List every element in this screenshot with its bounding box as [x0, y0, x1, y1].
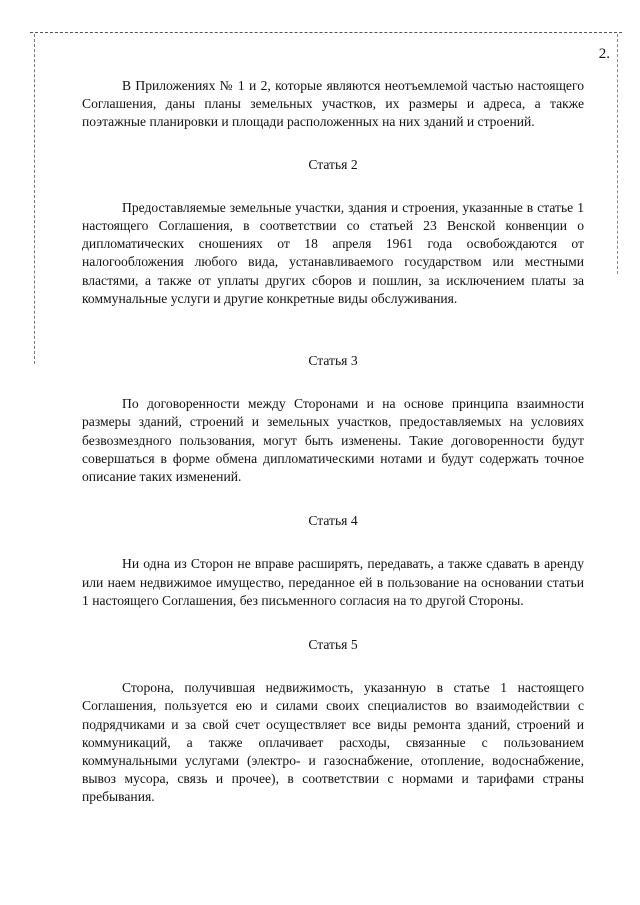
- scan-left-border: [34, 34, 35, 364]
- paragraph-article-3: По договоренности между Сторонами и на основе принципа взаимности размеры зданий, строений и земельных участков, предоставляемых на условиях безвозмездного пользования, могут быть изменены. Такие договоренности будут совершаться в форме обмена дипломатическими нотами и будут содержать точное описание таких изменений.: [82, 396, 584, 485]
- document-body: [82, 77, 584, 807]
- heading-article-2: Статья 2: [308, 156, 358, 172]
- paragraph-article-4: Ни одна из Сторон не вправе расширять, передавать, а также сдавать в аренду или наем недвижимое имущество, переданное ей в пользование на основании статьи 1 настоящего Соглашения, без письменного согласия на то другой Стороны.: [82, 556, 584, 608]
- paragraph-article-2: Предоставляемые земельные участки, здания и строения, указанные в статье 1 настоящего Соглашения, в соответствии со статьей 23 Венской конвенции о дипломатических сношениях от 18 апреля 1961 года освобождаются от налогообложения любого вида, устанавливаемого государством или местными властями, а также от уплаты других сборов и пошлин, за исключением платы за коммунальные услуги и другие конкретные виды обслуживания.: [82, 199, 584, 306]
- heading-article-5: Статья 5: [308, 637, 358, 653]
- page-number: 2.: [598, 46, 610, 62]
- paragraph-appendices: В Приложениях № 1 и 2, которые являются неотъемлемой частью настоящего Соглашения, даны планы земельных участков, их размеры и адреса, а также поэтажные планировки и площади расположенных на них зданий и строений.: [82, 78, 584, 130]
- scan-top-border: [30, 32, 622, 33]
- paragraph-article-5: Сторона, получившая недвижимость, указанную в статье 1 настоящего Соглашения, пользуется ею и силами своих специалистов во взаимодействии с подрядчиками и за свой счет осуществляет все виды ремонта зданий, строений и коммуникаций, а также оплачивает расходы, связанные с пользованием коммунальными услугами (электро- и газоснабжение, отопление, водоснабжение, вывоз мусора, связь и прочее), в соответствии с нормами и тарифами страны пребывания.: [82, 680, 584, 805]
- heading-article-4: Статья 4: [308, 513, 358, 529]
- heading-article-3: Статья 3: [308, 353, 358, 369]
- scan-right-border: [617, 34, 618, 274]
